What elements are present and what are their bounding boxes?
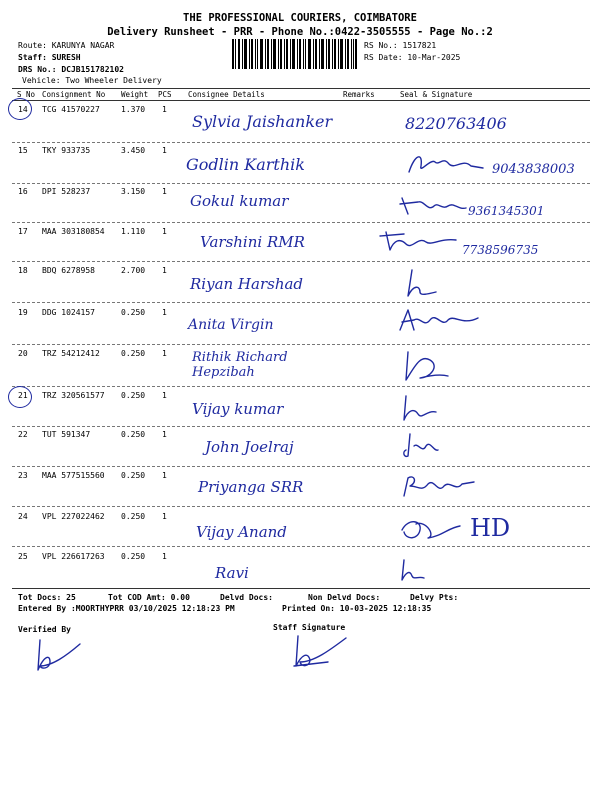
- verified-by-label: Verified By: [18, 625, 71, 634]
- row-weight: 0.250: [121, 512, 146, 521]
- row-consignment: TCG 41570227: [42, 105, 100, 114]
- signature-scribble-icon: [400, 430, 440, 460]
- row-consignment: TRZ 320561577: [42, 391, 105, 400]
- row-consignment: TUT 591347: [42, 430, 91, 439]
- row-pcs: 1: [162, 391, 167, 400]
- signature-scribble-icon: [396, 558, 426, 584]
- row-consignment: TRZ 54212412: [42, 349, 100, 358]
- row-weight: 1.370: [121, 105, 146, 114]
- vehicle-label: Vehicle: Two Wheeler Delivery: [22, 76, 162, 85]
- col-header-consignee: Consignee Details: [188, 90, 265, 99]
- verified-signature-icon: [30, 636, 82, 676]
- staff-label: Staff: SURESH: [18, 53, 81, 62]
- row-weight: 3.150: [121, 187, 146, 196]
- row-sno: 23: [18, 471, 28, 480]
- row-weight: 0.250: [121, 430, 146, 439]
- row-sno: 24: [18, 512, 28, 521]
- delivery-points: Delvy Pts:: [410, 593, 459, 602]
- row-consignee-handwritten: Vijay kumar: [192, 400, 284, 418]
- delivered-docs: Delvd Docs:: [220, 593, 273, 602]
- signature-scribble-icon: [378, 228, 458, 254]
- rs-no-label: RS No.: 1517821: [364, 41, 437, 50]
- row-pcs: 1: [162, 227, 167, 236]
- col-header-remarks: Remarks: [343, 90, 375, 99]
- row-pcs: 1: [162, 266, 167, 275]
- row-pcs: 1: [162, 552, 167, 561]
- circle-mark-icon: [8, 98, 32, 120]
- staff-signature-icon: [288, 632, 348, 672]
- row-sno: 18: [18, 266, 28, 275]
- barcode-icon: [232, 39, 357, 69]
- signature-scribble-icon: [400, 472, 476, 500]
- route-label: Route: KARUNYA NAGAR: [18, 41, 115, 50]
- row-pcs: 1: [162, 512, 167, 521]
- row-divider: [12, 426, 590, 427]
- row-consignment: VPL 226617263: [42, 552, 105, 561]
- printed-on: Printed On: 10-03-2025 12:18:35: [282, 604, 432, 613]
- row-consignee-handwritten: Priyanga SRR: [198, 478, 304, 496]
- row-signature-handwritten: HD: [470, 514, 511, 542]
- table-bottom-rule: [12, 588, 590, 589]
- row-divider: [12, 344, 590, 345]
- row-consignee-handwritten: Ravi: [215, 564, 249, 582]
- row-divider: [12, 386, 590, 387]
- row-weight: 1.110: [121, 227, 146, 236]
- row-consignee-handwritten: Vijay Anand: [196, 523, 287, 541]
- row-sno: 19: [18, 308, 28, 317]
- row-divider: [12, 261, 590, 262]
- row-pcs: 1: [162, 146, 167, 155]
- row-divider: [12, 142, 590, 143]
- row-consignee-handwritten: Gokul kumar: [190, 192, 289, 210]
- row-sno: 21: [18, 391, 28, 400]
- signature-scribble-icon: [398, 516, 462, 544]
- row-pcs: 1: [162, 471, 167, 480]
- row-sno: 25: [18, 552, 28, 561]
- staff-signature-label: Staff Signature: [273, 623, 346, 632]
- row-consignee-handwritten: Sylvia Jaishanker: [192, 112, 333, 131]
- row-divider: [12, 183, 590, 184]
- row-signature-handwritten: 8220763406: [405, 114, 507, 133]
- entered-by: Entered By :MOORTHYPRR 03/10/2025 12:18:23 PM: [18, 604, 235, 613]
- row-consignee-handwritten: Anita Virgin: [188, 317, 274, 333]
- row-consignment: BDQ 6278958: [42, 266, 95, 275]
- row-signature-handwritten: 9361345301: [468, 204, 545, 218]
- row-sno: 22: [18, 430, 28, 439]
- row-pcs: 1: [162, 349, 167, 358]
- row-consignee-handwritten: Riyan Harshad: [190, 275, 304, 293]
- row-consignee-handwritten: Godlin Karthik: [186, 155, 305, 174]
- row-divider: [12, 222, 590, 223]
- row-consignment: MAA 577515560: [42, 471, 105, 480]
- row-sno: 17: [18, 227, 28, 236]
- row-weight: 0.250: [121, 308, 146, 317]
- row-signature-handwritten: 7738596735: [462, 243, 539, 257]
- row-weight: 0.250: [121, 471, 146, 480]
- non-delivered-docs: Non Delvd Docs:: [308, 593, 381, 602]
- row-consignee-handwritten: Varshini RMR: [200, 233, 305, 251]
- row-weight: 0.250: [121, 349, 146, 358]
- row-weight: 0.250: [121, 391, 146, 400]
- table-top-rule: [12, 88, 590, 89]
- col-header-weight: Weight: [121, 90, 149, 99]
- signature-scribble-icon: [400, 348, 450, 384]
- row-sno: 15: [18, 146, 28, 155]
- col-header-sno: S No: [17, 90, 36, 99]
- row-sno: 14: [18, 105, 28, 114]
- row-consignee-handwritten: John Joelraj: [205, 438, 294, 456]
- row-weight: 2.700: [121, 266, 146, 275]
- row-pcs: 1: [162, 105, 167, 114]
- row-divider: [12, 466, 590, 467]
- signature-scribble-icon: [398, 192, 468, 220]
- table-header-rule: [12, 100, 590, 101]
- row-weight: 0.250: [121, 552, 146, 561]
- row-consignment: VPL 227022462: [42, 512, 105, 521]
- row-divider: [12, 546, 590, 547]
- circle-mark-icon: [8, 386, 32, 408]
- rs-date-label: RS Date: 10-Mar-2025: [364, 53, 461, 62]
- signature-scribble-icon: [398, 266, 438, 300]
- drs-no-label: DRS No.: DCJB151782102: [18, 65, 124, 74]
- signature-scribble-icon: [405, 148, 485, 178]
- row-divider: [12, 506, 590, 507]
- row-sno: 20: [18, 349, 28, 358]
- row-pcs: 1: [162, 187, 167, 196]
- col-header-pcs: PCS: [158, 90, 172, 99]
- row-consignment: MAA 303180854: [42, 227, 105, 236]
- total-docs: Tot Docs: 25: [18, 593, 76, 602]
- total-cod-amount: Tot COD Amt: 0.00: [108, 593, 190, 602]
- signature-scribble-icon: [398, 392, 438, 424]
- row-pcs: 1: [162, 430, 167, 439]
- row-signature-handwritten: 9043838003: [492, 162, 575, 177]
- row-pcs: 1: [162, 308, 167, 317]
- page-subtitle: Delivery Runsheet - PRR - Phone No.:0422-3505555 - Page No.:2: [107, 26, 493, 38]
- col-header-signature: Seal & Signature: [400, 90, 473, 99]
- row-divider: [12, 302, 590, 303]
- row-sno: 16: [18, 187, 28, 196]
- row-consignment: DPI 528237: [42, 187, 91, 196]
- row-weight: 3.450: [121, 146, 146, 155]
- row-consignment: DDG 1024157: [42, 308, 95, 317]
- col-header-consignment: Consignment No: [42, 90, 106, 99]
- row-consignment: TKY 933735: [42, 146, 91, 155]
- page-title: THE PROFESSIONAL COURIERS, COIMBATORE: [183, 12, 417, 24]
- row-consignee-handwritten: Rithik Richard Hepzibah: [192, 350, 288, 380]
- signature-scribble-icon: [396, 306, 480, 336]
